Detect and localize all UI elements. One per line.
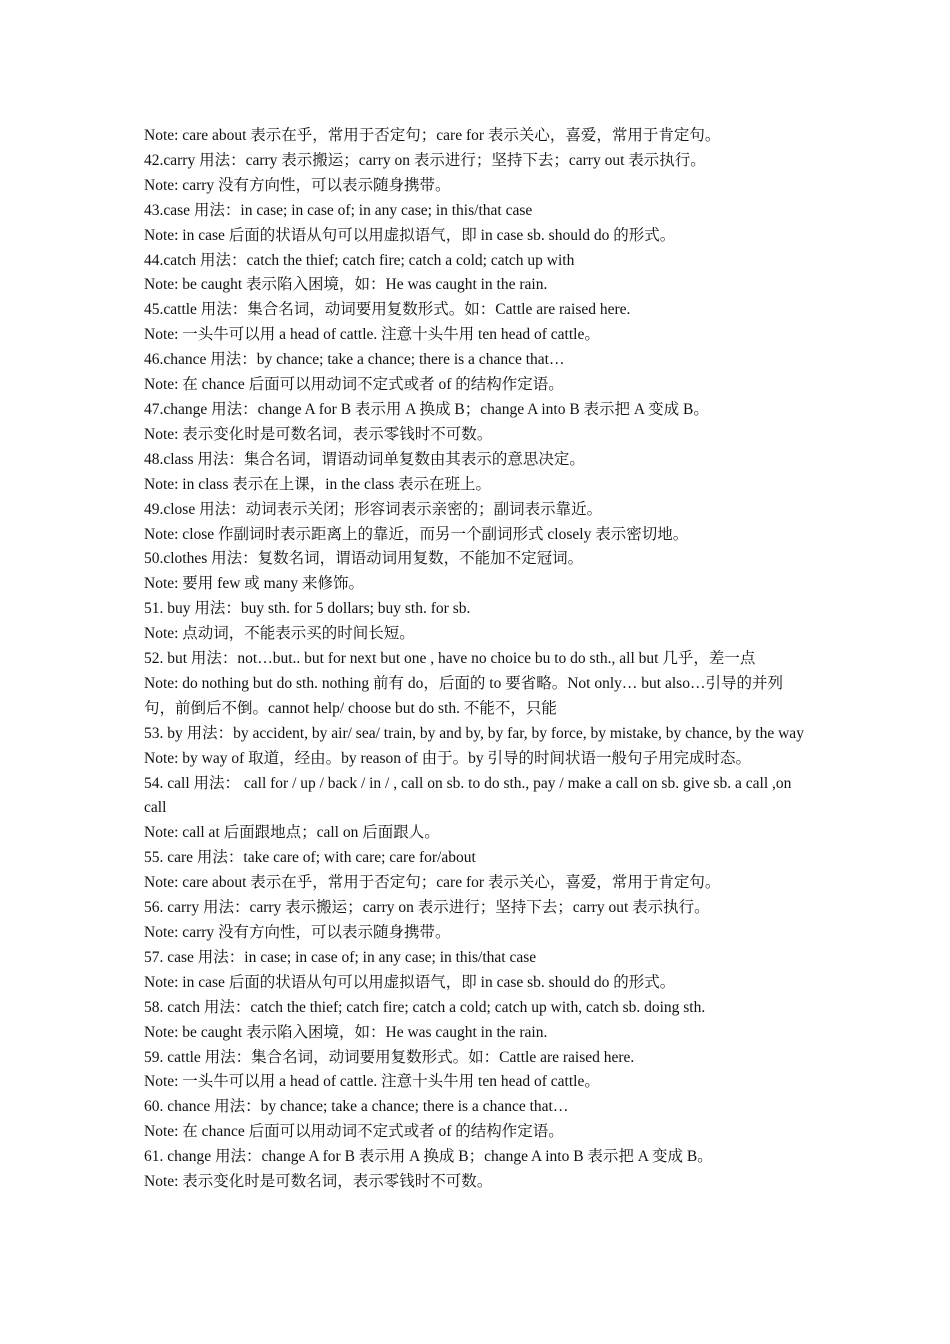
note-catch-line: Note: be caught 表示陷入困境，如：He was caught in the rain.: [144, 276, 548, 294]
entry-60-chance: 60. chance 用法：by chance; take a chance; there is a chance that…: [144, 1098, 569, 1116]
note-case-line-2: Note: in case 后面的状语从句可以用虚拟语气，即 in case sb. should do 的形式。: [144, 973, 676, 991]
entry-53-by: 53. by 用法：by accident, by air/ sea/ train, by and by, by far, by force, by mistake, by chance, by the way: [144, 724, 804, 742]
entry-59-cattle: 59. cattle 用法：集合名词，动词要用复数形式。如：Cattle are raised here.: [144, 1048, 635, 1066]
note-catch-line-2: Note: be caught 表示陷入困境，如：He was caught in the rain.: [144, 1023, 548, 1041]
entry-45-cattle: 45.cattle 用法：集合名词，动词要用复数形式。如：Cattle are raised here.: [144, 301, 631, 319]
entry-61-change: 61. change 用法：change A for B 表示用 A 换成 B；change A into B 表示把 A 变成 B。: [144, 1148, 713, 1166]
entry-52-but: 52. but 用法：not…but.. but for next but one , have no choice bu to do sth., all but 几乎，差一点: [144, 650, 756, 668]
entry-46-chance: 46.chance 用法：by chance; take a chance; there is a chance that…: [144, 351, 565, 369]
note-buy-line: Note: 点动词，不能表示买的时间长短。: [144, 625, 415, 643]
note-call-line: Note: call at 后面跟地点；call on 后面跟人。: [144, 824, 440, 842]
note-care-about-line: Note: care about 表示在乎，常用于否定句；care for 表示关心，喜爱，常用于肯定句。: [144, 127, 721, 144]
entry-49-close: 49.close 用法：动词表示关闭；形容词表示亲密的；副词表示靠近。: [144, 500, 603, 518]
entry-56-carry: 56. carry 用法：carry 表示搬运；carry on 表示进行；坚持下去；carry out 表示执行。: [144, 899, 710, 917]
document-body: [144, 124, 810, 1195]
entry-48-class: 48.class 用法：集合名词，谓语动词单复数由其表示的意思决定。: [144, 450, 585, 468]
entry-58-catch: 58. catch 用法：catch the thief; catch fire; catch a cold; catch up with, catch sb. doing sth.: [144, 998, 706, 1016]
note-chance-line: Note: 在 chance 后面可以用动词不定式或者 of 的结构作定语。: [144, 376, 564, 394]
note-clothes-line: Note: 要用 few 或 many 来修饰。: [144, 575, 364, 593]
note-carry-line: Note: carry 没有方向性，可以表示随身携带。: [144, 176, 451, 194]
entry-44-catch: 44.catch 用法：catch the thief; catch fire; catch a cold; catch up with: [144, 251, 575, 269]
entry-43-case: 43.case 用法：in case; in case of; in any case; in this/that case: [144, 201, 533, 219]
entry-42-carry: 42.carry 用法：carry 表示搬运；carry on 表示进行；坚持下去；carry out 表示执行。: [144, 151, 706, 169]
entry-55-care: 55. care 用法：take care of; with care; care for/about: [144, 849, 476, 867]
entry-57-case: 57. case 用法：in case; in case of; in any case; in this/that case: [144, 948, 537, 966]
note-case-line: Note: in case 后面的状语从句可以用虚拟语气，即 in case sb. should do 的形式。: [144, 226, 676, 244]
note-close-line: Note: close 作副词时表示距离上的靠近，而另一个副词形式 closely 表示密切地。: [144, 525, 689, 543]
note-change-line: Note: 表示变化时是可数名词，表示零钱时不可数。: [144, 425, 493, 443]
entry-50-clothes: 50.clothes 用法：复数名词，谓语动词用复数，不能加不定冠词。: [144, 550, 584, 568]
note-chance-line-2: Note: 在 chance 后面可以用动词不定式或者 of 的结构作定语。: [144, 1123, 564, 1141]
note-but-paragraph: Note: do nothing but do sth. nothing 前有 do，后面的 to 要省略。Not only… but also…引导的并列句，前倒后不倒。cannot help/ choose but do sth. 不能不，只能: [144, 674, 783, 717]
note-carry-line-2: Note: carry 没有方向性，可以表示随身携带。: [144, 924, 451, 941]
entry-51-buy: 51. buy 用法：buy sth. for 5 dollars; buy sth. for sb.: [144, 600, 471, 618]
note-cattle-line-2: Note: 一头牛可以用 a head of cattle. 注意十头牛用 ten head of cattle。: [144, 1073, 600, 1091]
note-care-line: Note: care about 表示在乎，常用于否定句；care for 表示关心，喜爱，常用于肯定句。: [144, 874, 721, 892]
note-class-line: Note: in class 表示在上课，in the class 表示在班上。: [144, 475, 491, 493]
note-by-line: Note: by way of 取道，经由。by reason of 由于。by 引导的时间状语一般句子用完成时态。: [144, 749, 752, 767]
note-change-line-2: Note: 表示变化时是可数名词，表示零钱时不可数。: [144, 1173, 493, 1191]
entry-47-change: 47.change 用法：change A for B 表示用 A 换成 B；change A into B 表示把 A 变成 B。: [144, 400, 709, 418]
note-cattle-line: Note: 一头牛可以用 a head of cattle. 注意十头牛用 ten head of cattle。: [144, 326, 600, 344]
entry-54-call: 54. call 用法： call for / up / back / in / , call on sb. to do sth., pay / make a call on sb. give sb. a call ,on call: [144, 774, 792, 817]
